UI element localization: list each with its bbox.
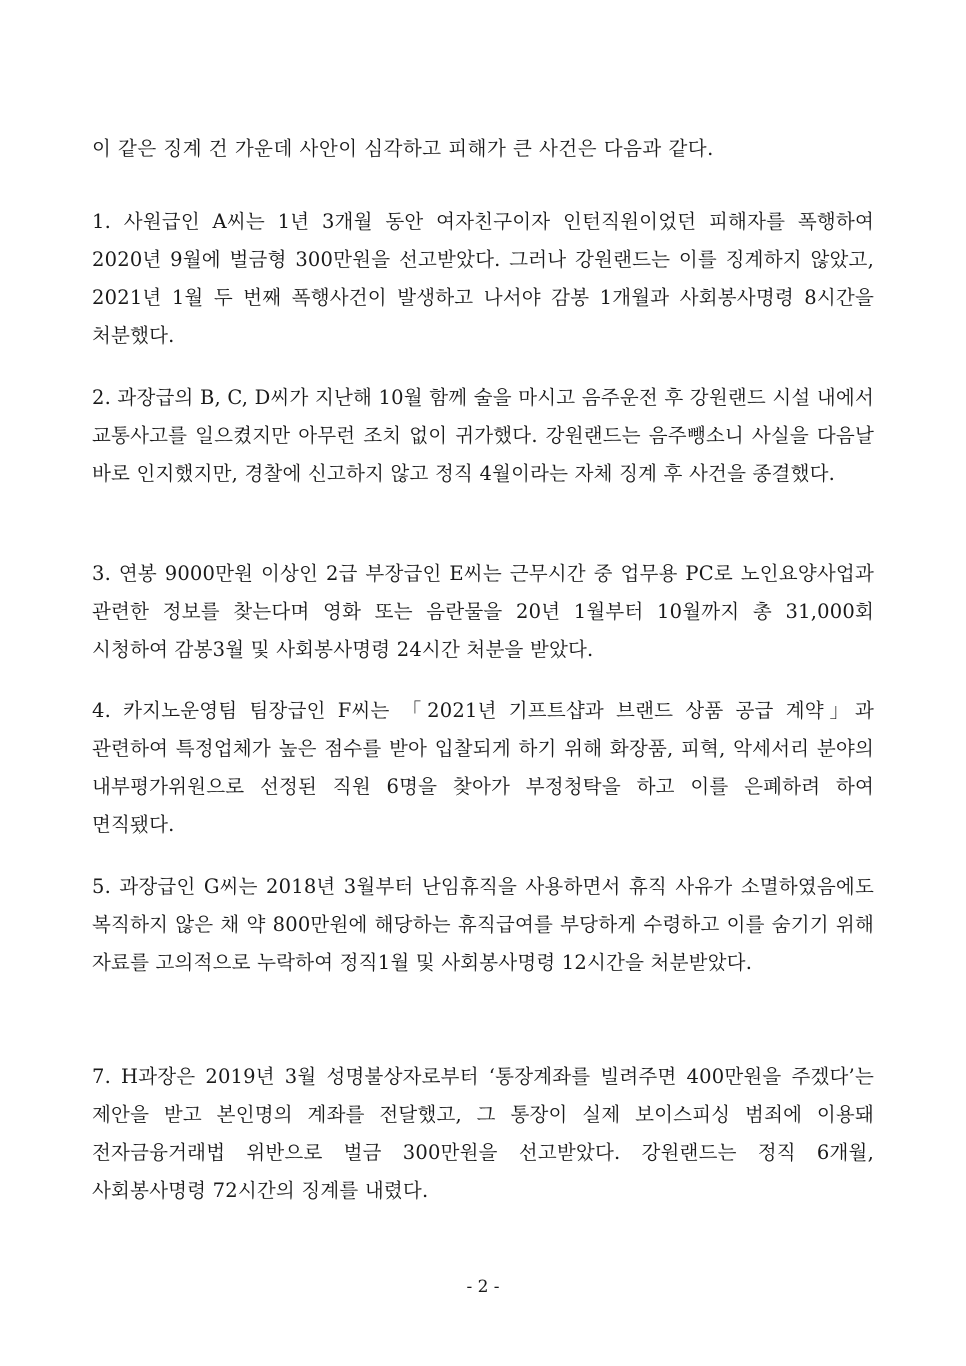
page-number: - 2 - (466, 1277, 500, 1297)
case-item-5-text: 5. 과장급인 G씨는 2018년 3월부터 난임휴직을 사용하면서 휴직 사유가 소멸하였음에도 복직하지 않은 채 약 800만원에 해당하는 휴직급여를 부당하게 수령하고 이를 숨기기 위해 자료를 고의적으로 누락하여 정직1월 및 사회봉사명령 12시간을 처분받았다. (92, 875, 874, 974)
intro-paragraph: 이 같은 징계 건 가운데 사안이 심각하고 피해가 큰 사건은 다음과 같다. (92, 137, 714, 160)
case-item-3-text: 3. 연봉 9000만원 이상인 2급 부장급인 E씨는 근무시간 중 업무용 PC로 노인요양사업과 관련한 정보를 찾는다며 영화 또는 음란물을 20년 1월부터 10월까지 총 31,000회 시청하여 감봉3월 및 사회봉사명령 24시간 처분을 받았다. (92, 562, 874, 661)
case-item-1-text: 1. 사원급인 A씨는 1년 3개월 동안 여자친구이자 인턴직원이었던 피해자를 폭행하여 2020년 9월에 벌금형 300만원을 선고받았다. 그러나 강원랜드는 이를 징계하지 않았고, 2021년 1월 두 번째 폭행사건이 발생하고 나서야 감봉 1개월과 사회봉사명령 8시간을 처분했다. (92, 210, 874, 347)
case-item-7 (92, 1058, 874, 1210)
case-item-7-text: 7. H과장은 2019년 3월 성명불상자로부터 ‘통장계좌를 빌려주면 400만원을 주겠다’는 제안을 받고 본인명의 계좌를 전달했고, 그 통장이 실제 보이스피싱 범죄에 이용돼 전자금융거래법 위반으로 벌금 300만원을 선고받았다. 강원랜드는 정직 6개월, 사회봉사명령 72시간의 징계를 내렸다. (92, 1065, 874, 1202)
case-item-2-text: 2. 과장급의 B, C, D씨가 지난해 10월 함께 술을 마시고 음주운전 후 강원랜드 시설 내에서 교통사고를 일으켰지만 아무런 조치 없이 귀가했다. 강원랜드는 음주뺑소니 사실을 다음날 바로 인지했지만, 경찰에 신고하지 않고 정직 4월이라는 자체 징계 후 사건을 종결했다. (92, 386, 874, 485)
case-item-3 (92, 555, 874, 669)
case-item-2 (92, 379, 874, 493)
case-item-1 (92, 203, 874, 355)
case-item-5 (92, 868, 874, 982)
case-item-4 (92, 692, 874, 844)
case-item-4-text: 4. 카지노운영팀 팀장급인 F씨는 「2021년 기프트샵과 브랜드 상품 공급 계약」과 관련하여 특정업체가 높은 점수를 받아 입찰되게 하기 위해 화장품, 피혁, 악세서리 분야의 내부평가위원으로 선정된 직원 6명을 찾아가 부정청탁을 하고 이를 은폐하려 하여 면직됐다. (92, 699, 874, 836)
